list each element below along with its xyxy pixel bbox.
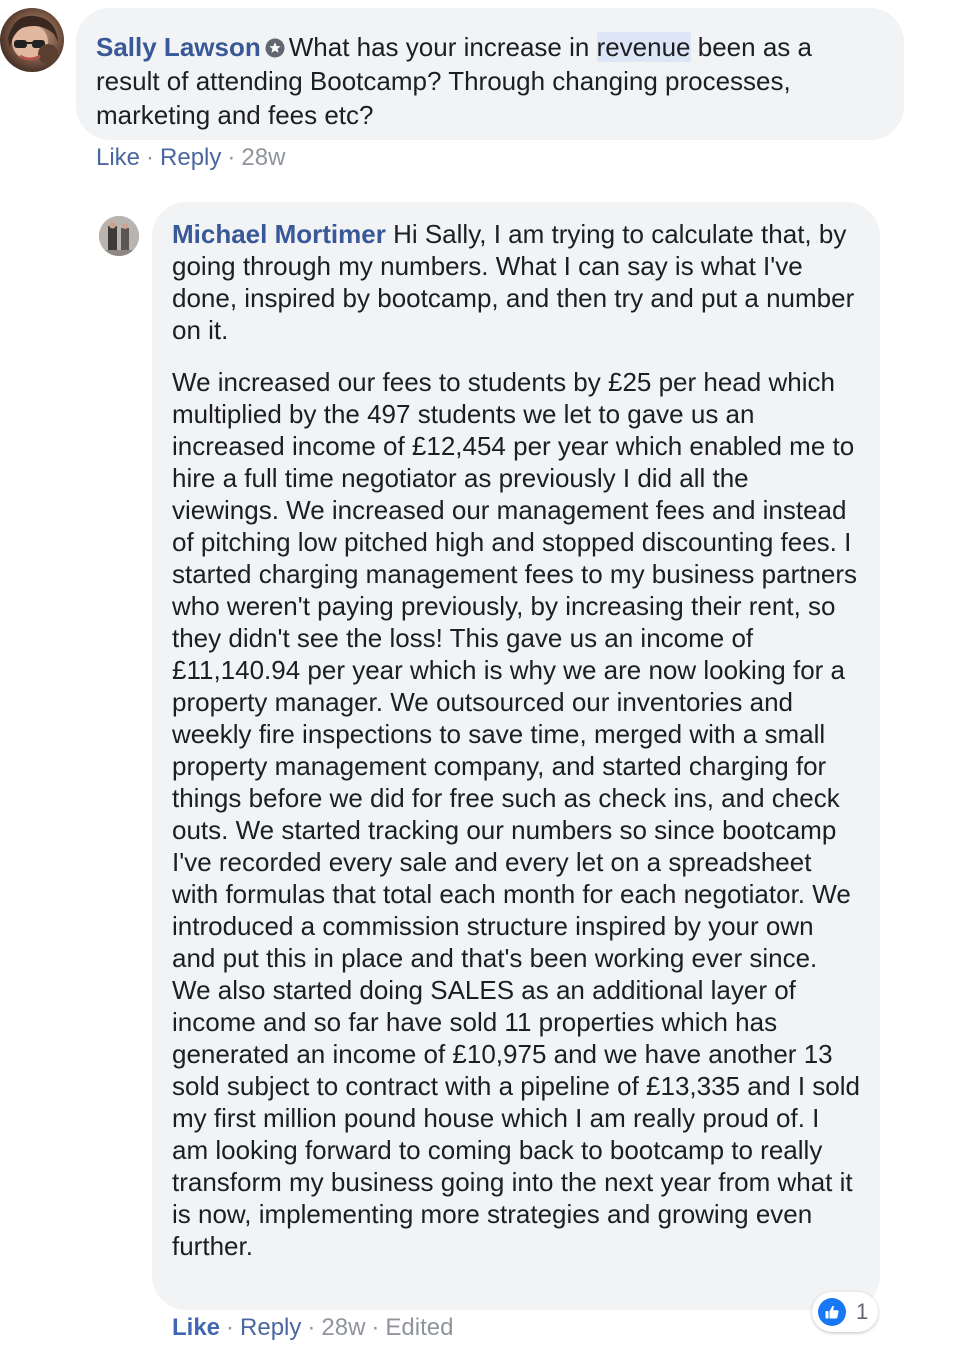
comment-bubble [76,8,904,140]
reply-bubble [152,202,880,1310]
reply-actions [172,1313,453,1343]
reply-link[interactable]: Reply [160,144,222,171]
separator-dot: · [307,1314,316,1341]
comment-text-start: What has your increase in [288,32,590,62]
like-link[interactable]: Like [96,144,141,171]
comment-author[interactable]: Sally Lawson [96,32,261,62]
reply-text: Hi Sally, I am trying to calculate that, by going through my numbers. What I can say is what I've done, inspired by bootcamp, and then try and put a number on it. [172,219,855,345]
shield-star-icon [265,32,285,52]
comment-actions [96,143,285,173]
comment-text-end: been as a result of attending Bootcamp? Through changing processes, marketing and fees etc? [96,32,812,130]
separator-dot: · [226,1314,235,1341]
reaction-summary[interactable] [812,1292,878,1332]
edited-label[interactable]: Edited [385,1314,454,1341]
reply-author[interactable]: Michael Mortimer [172,219,386,249]
reply-paragraph [172,218,862,346]
avatar-sally-lawson[interactable] [0,8,64,72]
timestamp[interactable]: 28w [241,144,286,171]
separator-dot: · [227,144,236,171]
reply-paragraph: We increased our fees to students by £25 per head which multiplied by the 497 students we let to gave us an increased income of £12,454 per year which enabled me to hire a full time negotiator as previously I did all the viewings. We increased our management fees and instead of pitching low pitched high and stopped discounting fees. I started charging management fees to my business partners who weren't paying previously, by increasing their rent, so they didn't see the loss! This gave us an income of £11,140.94 per year which is why we are now looking for a property manager. We outsourced our inventories and weekly fire inspections to save time, merged with a small property management company, and started charging for things before we did for free such as check ins, and check outs. We started tracking our numbers so since bootcamp I've recorded every sale and every let on a spreadsheet with formulas that total each month for each negotiator. We introduced a commission structure inspired by your own and put this in place and that's been working ever since. We also started doing SALES as an additional layer of income and so far have sold 11 properties which has generated an income of £10,975 and we have another 13 sold subject to contract with a pipeline of £13,335 and I sold my first million pound house which I am really proud of. I am looking forward to coming back to bootcamp to really transform my business going into the next year from what it is now, implementing more strategies and growing even further. [172,367,860,1261]
highlighted-word: revenue [596,32,691,62]
reaction-count: 1 [856,1299,869,1324]
reply-link[interactable]: Reply [240,1314,302,1341]
separator-dot: · [146,144,155,171]
avatar-michael-mortimer[interactable] [99,216,139,256]
thumbs-up-icon [818,1298,846,1326]
separator-dot: · [371,1314,380,1341]
timestamp[interactable]: 28w [321,1314,366,1341]
like-link[interactable]: Like [172,1314,221,1341]
